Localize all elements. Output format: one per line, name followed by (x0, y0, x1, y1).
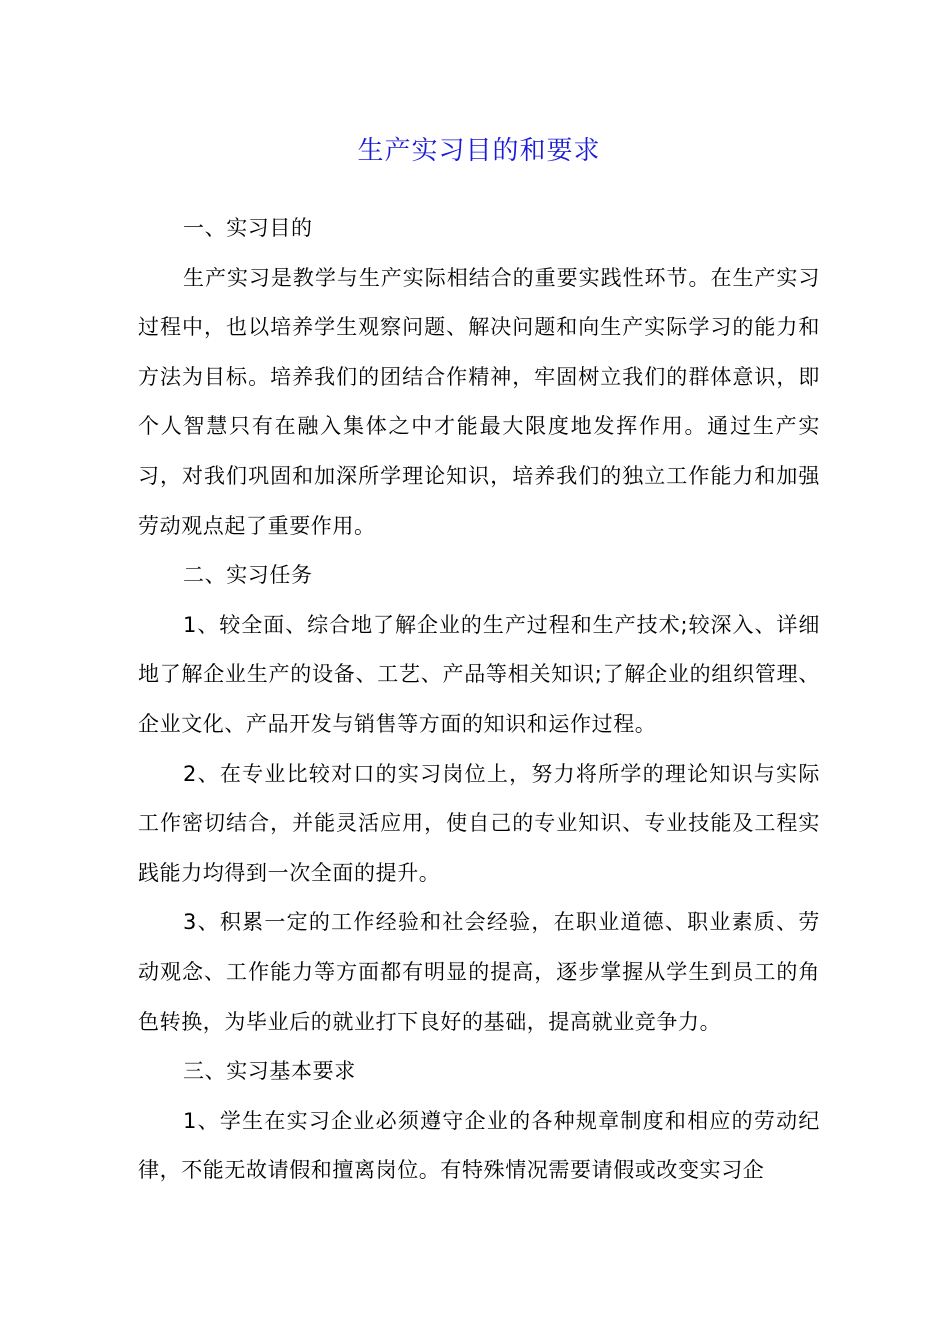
paragraph: 1、学生在实习企业必须遵守企业的各种规章制度和相应的劳动纪律，不能无故请假和擅离岗位。有特殊情况需要请假或改变实习企 (138, 1108, 820, 1183)
paragraph: 3、积累一定的工作经验和社会经验，在职业道德、职业素质、劳动观念、工作能力等方面都有明显的提高，逐步掌握从学生到员工的角色转换，为毕业后的就业打下良好的基础，提高就业竞争力。 (138, 910, 820, 1034)
section-heading: 三、实习基本要求 (183, 1059, 356, 1084)
paragraph: 1、较全面、综合地了解企业的生产过程和生产技术;较深入、详细地了解企业生产的设备、工艺、产品等相关知识;了解企业的组织管理、企业文化、产品开发与销售等方面的知识和运作过程。 (138, 612, 820, 736)
section-internship-tasks (138, 551, 820, 1047)
section-internship-purpose (138, 204, 820, 551)
section-heading: 一、实习目的 (183, 216, 313, 240)
paragraph: 2、在专业比较对口的实习岗位上，努力将所学的理论知识与实际工作密切结合，并能灵活应用，使自己的专业知识、专业技能及工程实践能力均得到一次全面的提升。 (138, 761, 820, 885)
section-heading: 二、实习任务 (183, 563, 313, 588)
document-body (138, 125, 820, 1196)
paragraph: 生产实习是教学与生产实际相结合的重要实践性环节。在生产实习过程中，也以培养学生观察问题、解决问题和向生产实际学习的能力和方法为目标。培养我们的团结合作精神，牢固树立我们的群体意识，即个人智慧只有在融入集体之中才能最大限度地发挥作用。通过生产实习，对我们巩固和加深所学理论知识，培养我们的独立工作能力和加强劳动观点起了重要作用。 (138, 265, 820, 538)
section-basic-requirements (138, 1047, 820, 1196)
document-title: 生产实习目的和要求 (357, 136, 601, 166)
